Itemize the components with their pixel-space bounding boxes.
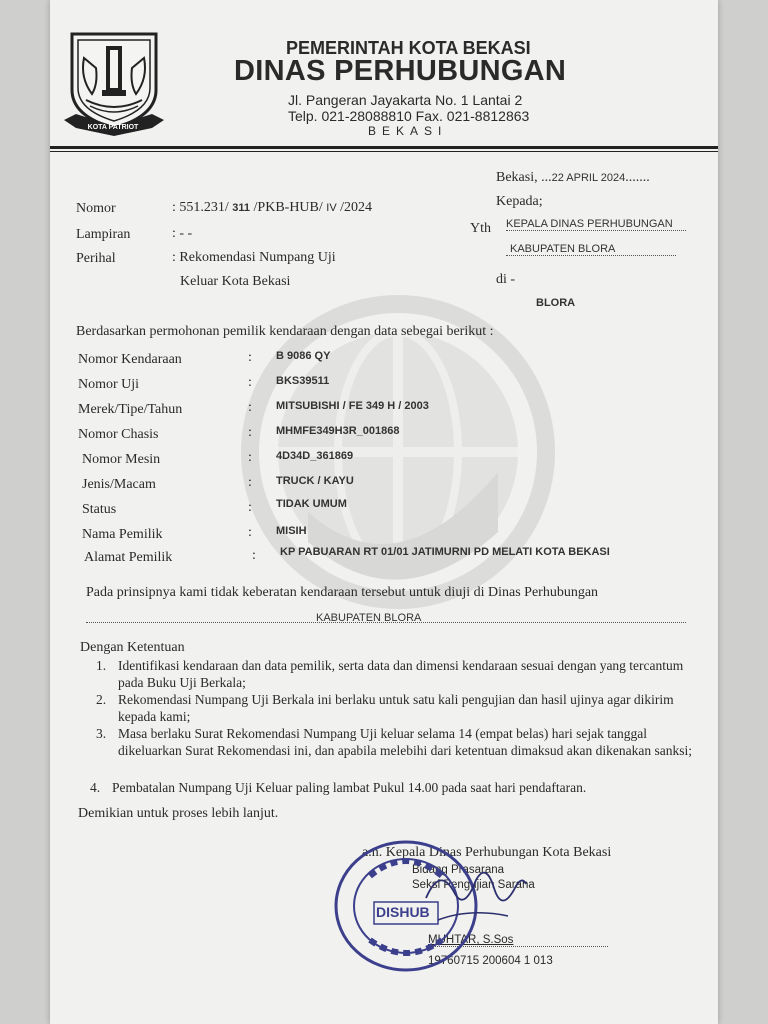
vehicle-value: TRUCK / KAYU [276,475,354,487]
signature-line2: Bidang Prasarana [412,864,505,876]
vehicle-label: Alamat Pemilik [84,550,173,565]
vehicle-colon: : [248,475,252,490]
vehicle-value: MHMFE349H3R_001868 [276,425,400,437]
vehicle-label: Nomor Kendaraan [78,352,182,367]
principle-text: Pada prinsipnya kami tidak keberatan kendaraan tersebut untuk diuji di Dinas Perhubungan [86,585,599,600]
vehicle-data-table [76,352,696,572]
perihal-line2: Keluar Kota Bekasi [180,274,291,289]
recipient-yth: Yth [470,221,491,236]
condition-number: 4. [90,780,101,795]
nomor-label: Nomor [76,201,116,216]
vehicle-value: BKS39511 [276,375,330,387]
recipient-place: BLORA [536,297,576,309]
vehicle-value: MITSUBISHI / FE 349 H / 2003 [276,400,429,412]
perihal-line1: : Rekomendasi Numpang Uji [172,250,336,265]
agency-phone: Telp. 021-28088810 Fax. 021-8812863 [288,108,530,124]
recipient-region: KABUPATEN BLORA [506,243,676,256]
condition-text: Pembatalan Numpang Uji Keluar paling lambat Pukul 14.00 pada saat hari pendaftaran. [112,780,587,795]
condition-item [96,725,706,777]
letterhead-divider [50,146,718,149]
vehicle-colon: : [248,350,252,365]
stamp-center-text: DISHUB [376,904,430,920]
agency-address: Jl. Pangeran Jayakarta No. 1 Lantai 2 [288,92,523,108]
nomor-number: 311 [232,202,251,214]
condition-text: Masa berlaku Surat Rekomendasi Numpang Uji keluar selama 14 (empat belas) hari sejak tanggal dikeluarkan Surat Rekomendasi ini, dan apabila melebihi dari ketentuan dimaksud akan dikenakan sanksi; [118,726,692,758]
vehicle-value: TIDAK UMUM [276,498,347,510]
vehicle-value: KP PABUARAN RT 01/01 JATIMURNI PD MELATI KOTA BEKASI [280,546,610,558]
government-name: PEMERINTAH KOTA BEKASI [286,38,531,58]
vehicle-colon: : [248,400,252,415]
vehicle-label: Nomor Uji [78,377,140,392]
vehicle-colon: : [252,548,256,563]
condition-item [90,779,710,797]
handwritten-signature [420,858,530,938]
condition-item [96,657,706,691]
nomor-year: /2024 [340,200,373,215]
recipient-kepada: Kepada; [496,194,543,209]
vehicle-label: Nomor Chasis [78,427,159,442]
vehicle-value: 4D34D_361869 [276,450,354,462]
vehicle-label: Merek/Tipe/Tahun [78,402,183,417]
date-line [496,170,650,186]
agency-name: DINAS PERHUBUNGAN [234,55,567,87]
vehicle-value: B 9086 QY [276,350,331,362]
vehicle-label: Nama Pemilik [82,527,163,542]
condition-number: 2. [96,692,107,707]
conditions-title: Dengan Ketentuan [80,640,185,655]
vehicle-label: Status [82,502,117,517]
lampiran-label: Lampiran [76,227,131,242]
signatory-nip: 19760715 200604 1 013 [428,955,553,967]
intro-text: Berdasarkan permohonan pemilik kendaraan dengan data sebegai berikut : [76,324,494,339]
recipient-di: di - [496,272,516,287]
letter-date: 22 APRIL 2024 [551,172,626,184]
date-suffix: ....... [625,170,650,185]
vehicle-value: MISIH [276,525,307,537]
recipient-name: KEPALA DINAS PERHUBUNGAN [506,218,686,231]
date-prefix: Bekasi, ... [496,170,552,185]
nomor-value [172,200,372,216]
nomor-month: IV [326,202,337,214]
vehicle-colon: : [248,525,252,540]
vehicle-colon: : [248,450,252,465]
signature-line1: a.n. Kepala Dinas Perhubungan Kota Bekasi [362,845,612,860]
vehicle-colon: : [248,375,252,390]
vehicle-colon: : [248,425,252,440]
principle-region: KABUPATEN BLORA [316,612,422,624]
letterhead-divider-thin [50,151,718,152]
condition-text: Rekomendasi Numpang Uji Berkala ini berlaku untuk satu kali pengujian dan hasil ujinya agar dikirim kepada kami; [118,692,674,724]
logo-ribbon-text: KOTA PATRIOT [87,124,139,131]
condition-number: 1. [96,658,107,673]
nomor-code: /PKB-HUB/ [253,200,323,215]
condition-text: Identifikasi kendaraan dan data pemilik, serta data dan dimensi kendaraan sesuai dengan yang tercantum pada Buku Uji Berkala; [118,658,684,690]
condition-item [96,691,706,725]
lampiran-value: : - - [172,226,193,241]
closing-text: Demikian untuk proses lebih lanjut. [78,806,279,821]
signatory-name: MUHTAR, S.Sos [428,934,514,946]
vehicle-label: Jenis/Macam [82,477,156,492]
vehicle-colon: : [248,500,252,515]
condition-number: 3. [96,726,107,741]
city-emblem-logo [62,28,166,138]
agency-city: BEKASI [368,124,448,138]
vehicle-label: Nomor Mesin [82,452,161,467]
letter-page [50,0,718,1024]
signature-line3: Seksi Pengujian Sarana [412,879,535,891]
perihal-label: Perihal [76,251,116,266]
nomor-prefix: : 551.231/ [172,200,229,215]
